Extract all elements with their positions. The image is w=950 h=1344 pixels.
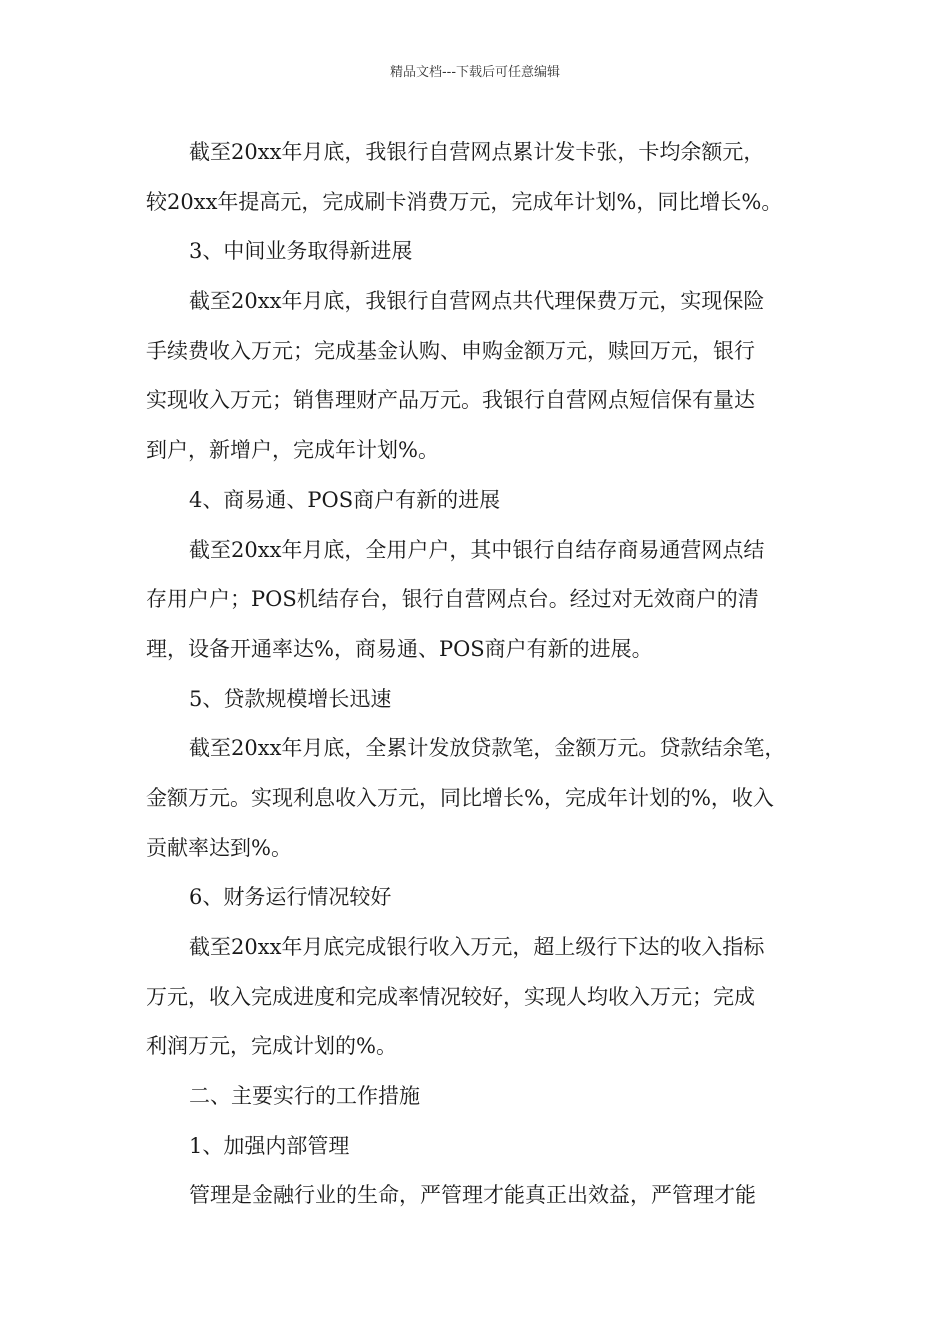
text-line: 截至20xx年月底完成银行收入万元，超上级行下达的收入指标 — [189, 935, 765, 959]
document-body — [146, 128, 826, 1221]
text-line: 金额万元。实现利息收入万元，同比增长%，完成年计划的%，收入 — [146, 785, 774, 810]
text-line: 管理是金融行业的生命，严管理才能真正出效益，严管理才能 — [189, 1183, 756, 1208]
text-line: 贡献率达到%。 — [146, 835, 292, 860]
page-header: 精品文档---下载后可任意编辑 — [389, 65, 561, 80]
text-line: 二、主要实行的工作措施 — [189, 1084, 420, 1109]
text-line: 手续费收入万元；完成基金认购、申购金额万元，赎回万元，银行 — [146, 338, 755, 363]
text-line: 存用户户；POS机结存台，银行自营网点台。经过对无效商户的清 — [146, 587, 759, 612]
text-line: 截至20xx年月底，我银行自营网点共代理保费万元，实现保险 — [189, 289, 765, 314]
text-line: 理，设备开通率达%，商易通、POS商户有新的进展。 — [146, 636, 653, 661]
text-line: 3、中间业务取得新进展 — [189, 239, 413, 264]
text-line: 6、财务运行情况较好 — [189, 885, 392, 910]
text-line: 截至20xx年月底，全累计发放贷款笔，金额万元。贷款结余笔， — [189, 736, 786, 761]
text-line: 利润万元，完成计划的%。 — [146, 1034, 397, 1059]
text-line: 截至20xx年月底，全用户户，其中银行自结存商易通营网点结 — [189, 537, 765, 562]
text-line: 较20xx年提高元，完成刷卡消费万元，完成年计划%，同比增长%。 — [146, 189, 783, 214]
text-line: 4、商易通、POS商户有新的进展 — [189, 487, 501, 512]
text-line: 5、贷款规模增长迅速 — [189, 686, 392, 711]
text-line: 实现收入万元；销售理财产品万元。我银行自营网点短信保有量达 — [146, 388, 755, 413]
text-line: 到户，新增户，完成年计划%。 — [146, 438, 439, 463]
text-line: 1、加强内部管理 — [189, 1133, 350, 1158]
text-line: 截至20xx年月底，我银行自营网点累计发卡张，卡均余额元， — [189, 140, 765, 164]
text-line: 万元，收入完成进度和完成率情况较好，实现人均收入万元；完成 — [146, 984, 755, 1009]
